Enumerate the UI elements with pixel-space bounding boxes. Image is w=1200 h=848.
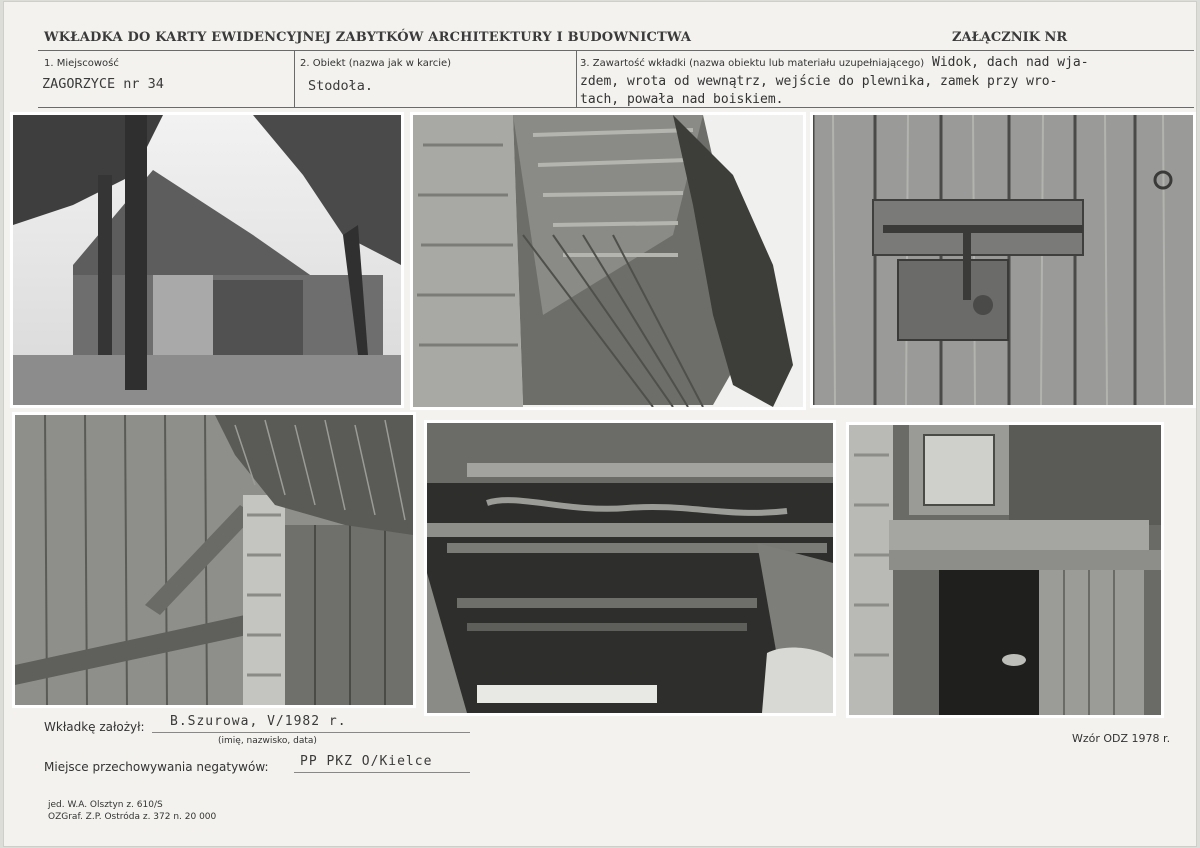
established-value: B.Szurowa, V/1982 r. xyxy=(170,714,347,729)
established-underline xyxy=(152,732,470,733)
negatives-value: PP PKZ O/Kielce xyxy=(300,754,433,769)
contents-value-line3: tach, powała nad boiskiem. xyxy=(580,92,784,107)
photo-chaff-room-entrance xyxy=(846,422,1164,718)
contents-field xyxy=(580,54,1180,109)
inventory-card-sheet xyxy=(4,2,1196,846)
contents-value-line2: zdem, wrota od wewnątrz, wejście do plewnika, zamek przy wro- xyxy=(580,74,1058,89)
form-note: Wzór ODZ 1978 r. xyxy=(1072,732,1171,745)
card-title: WKŁADKA DO KARTY EWIDENCYJNEJ ZABYTKÓW ARCHITEKTURY I BUDOWNICTWA xyxy=(44,30,692,45)
photo-barn-view xyxy=(10,112,404,408)
established-hint: (imię, nazwisko, data) xyxy=(218,736,317,746)
established-label: Wkładkę założył: xyxy=(44,720,145,734)
print-line-1: jed. W.A. Olsztyn z. 610/S xyxy=(48,800,163,810)
object-value: Stodoła. xyxy=(308,78,374,94)
contents-value-line1: Widok, dach nad wja- xyxy=(932,55,1089,70)
photo-roof-over-entrance xyxy=(410,112,806,410)
object-label: 2. Obiekt (nazwa jak w karcie) xyxy=(300,58,452,69)
locality-label: 1. Miejscowość xyxy=(44,58,119,69)
photo-gates-inside xyxy=(12,412,416,708)
photo-ceiling-threshing-floor xyxy=(424,420,836,716)
photo-gate-lock xyxy=(810,112,1196,408)
negatives-underline xyxy=(294,772,470,773)
header-rule xyxy=(38,50,1194,51)
field-divider-1 xyxy=(294,50,295,108)
negatives-label: Miejsce przechowywania negatywów: xyxy=(44,760,269,774)
locality-value: ZAGORZYCE nr 34 xyxy=(42,76,164,92)
field-divider-2 xyxy=(576,50,577,108)
print-line-2: OZGraf. Z.P. Ostróda z. 372 n. 20 000 xyxy=(48,812,217,822)
annex-label: ZAŁĄCZNIK NR xyxy=(952,30,1068,45)
contents-label: 3. Zawartość wkładki (nazwa obiektu lub materiału uzupełniającego) xyxy=(580,58,925,69)
